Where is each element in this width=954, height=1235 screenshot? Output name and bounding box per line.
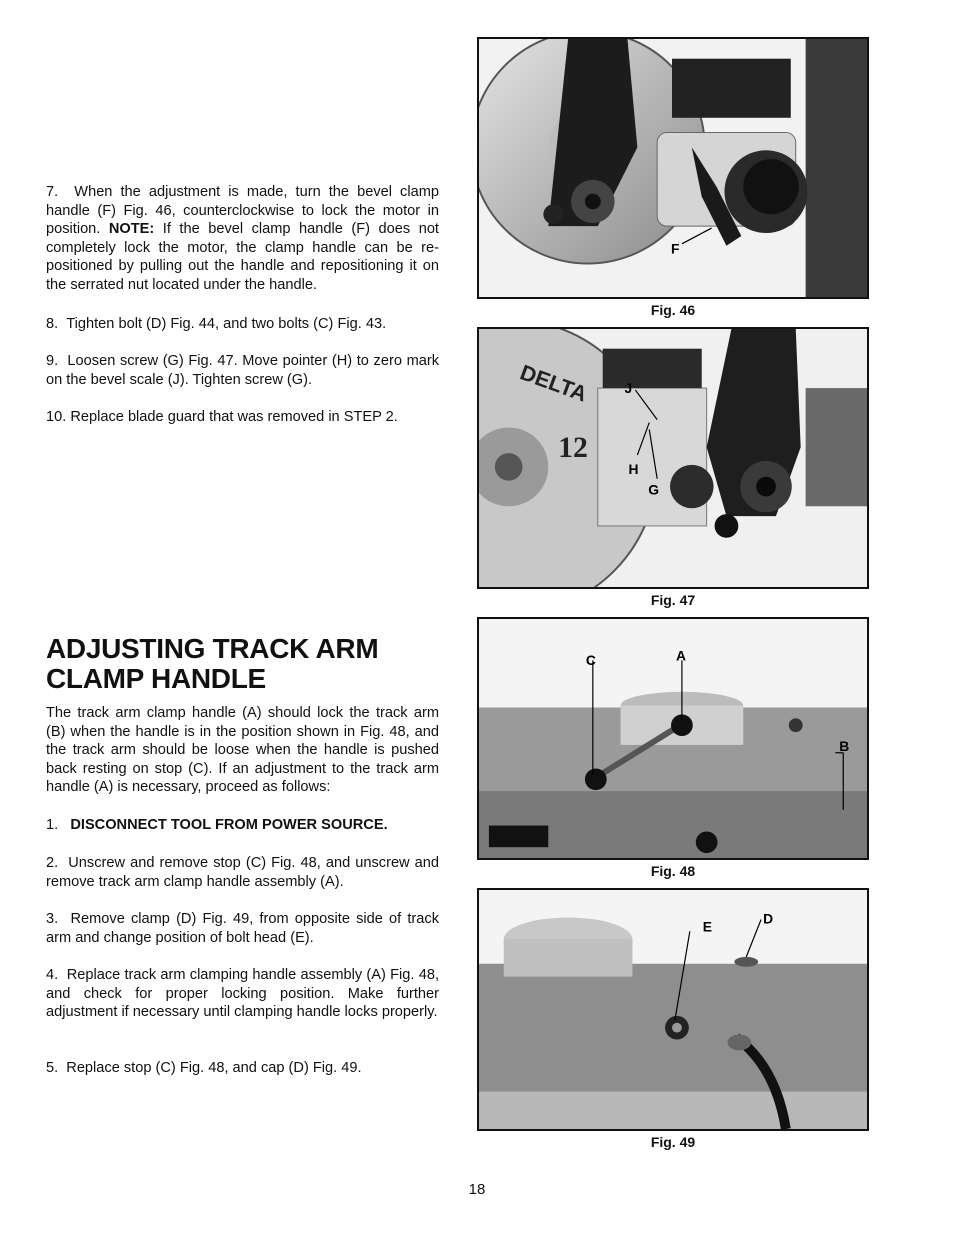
section-step-1: 1. DISCONNECT TOOL FROM POWER SOURCE.: [46, 817, 388, 833]
section-step-3: 3. Remove clamp (D) Fig. 49, from opposite side of track arm and change position of bolt head (E).: [46, 911, 439, 946]
callout-b: B: [839, 737, 850, 754]
note-label: NOTE:: [108, 221, 155, 238]
fig-48-caption: Fig. 48: [650, 863, 696, 879]
svg-text:12: 12: [558, 432, 588, 464]
svg-text:DELTA: DELTA: [516, 359, 591, 407]
callout-g: G: [648, 481, 660, 498]
fig-48-photo: [477, 617, 869, 860]
section-step-2: 2. Unscrew and remove stop (C) Fig. 48, and unscrew and remove track arm clamp handle assembly (A).: [46, 855, 439, 890]
step-7: 7. When the adjustment is made, turn the bevel clamp handle (F) Fig. 46, counterclockwise to lock the motor in position. NOTE: If the bevel clamp handle (F) does not completely lock the motor, the clamp handle can be re-positioned by pulling out the handle and repositioning it on the serrated nut located under the handle.: [46, 184, 439, 293]
step-10: 10. Replace blade guard that was removed in STEP 2.: [46, 409, 398, 425]
step-8: 8. Tighten bolt (D) Fig. 44, and two bolts (C) Fig. 43.: [46, 316, 387, 332]
section-heading: ADJUSTING TRACK ARM CLAMP HANDLE: [46, 633, 379, 694]
section-step-4: 4. Replace track arm clamping handle assembly (A) Fig. 48, and check for proper locking position. Make further adjustment if necessary until clamping handle locks properly.: [46, 967, 439, 1021]
callout-f: F: [671, 240, 680, 257]
callout-c: C: [585, 652, 596, 669]
section-intro: The track arm clamp handle (A) should lock the track arm (B) when the handle is in the position shown in Fig. 48, and the track arm should be loose when the handle is pushed back resting on stop (C). If an adjustment to the track arm handle (A) is necessary, proceed as follows:: [46, 705, 439, 796]
step-9: 9. Loosen screw (G) Fig. 47. Move pointer (H) to zero mark on the bevel scale (J). Tighten screw (G).: [46, 353, 439, 388]
fig-46-photo: [477, 37, 869, 299]
fig-47-caption: Fig. 47: [650, 592, 696, 608]
section-step-5: 5. Replace stop (C) Fig. 48, and cap (D) Fig. 49.: [46, 1060, 362, 1076]
callout-e: E: [702, 918, 712, 935]
callout-a: A: [675, 647, 686, 664]
callout-j: J: [624, 380, 633, 396]
callout-d: D: [763, 910, 774, 927]
fig-47-photo: [477, 327, 869, 589]
fig-46-caption: Fig. 46: [650, 302, 696, 318]
page-number: 18: [468, 1181, 486, 1198]
callout-h: H: [628, 460, 639, 477]
fig-49-caption: Fig. 49: [650, 1134, 696, 1150]
fig-49-photo: [477, 888, 869, 1131]
